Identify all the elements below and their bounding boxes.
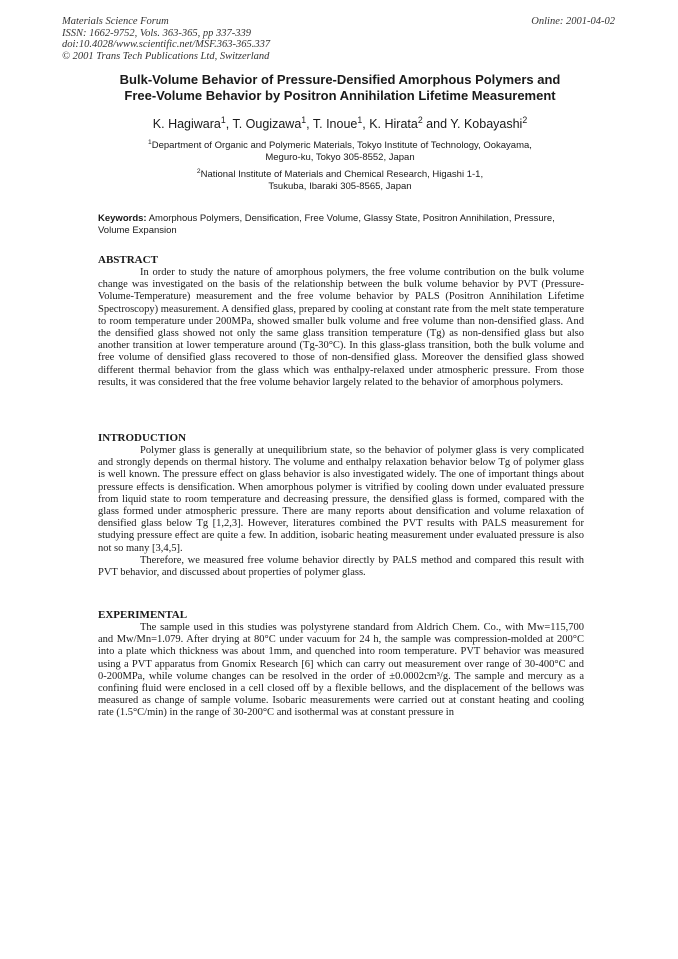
section-heading: INTRODUCTION: [98, 432, 187, 444]
title-line: Free-Volume Behavior by Positron Annihilation Lifetime Measurement: [124, 88, 556, 103]
section-heading: EXPERIMENTAL: [98, 609, 188, 621]
introduction-section: [98, 432, 584, 579]
journal-name: Materials Science Forum: [62, 16, 169, 27]
paragraph: The sample used in this studies was polystyrene standard from Aldrich Chem. Co., with Mw=115,700 and Mw/Mn=1.079. After drying at 80°C under vacuum for 24 h, the sample was compression-molded at 200°C into a plate which thickness was about 1mm, and quenched into room temperature. PVT behavior was measured using a PVT apparatus from Gnomix Research [6] which can carry out measurement over range of 30-400°C and 0-200MPa, while volume changes can be resolved in the order of ±0.0002cm³/g. The sample and mercury as a confining fluid were enclosed in a cell closed off by a flexible bellows, and the displacement of the bellows was measured as change of sample volume. Isobaric measurements were carried out at constant heating and cooling rate (1.5°C/min) in the range of 30-200°C and isothermal was at constant pressure in: [98, 622, 584, 719]
experimental-section: [98, 609, 584, 720]
affiliation-line: Meguro-ku, Tokyo 305-8552, Japan: [265, 152, 415, 163]
doi-line: doi:10.4028/www.scientific.net/MSF.363-365.337: [62, 39, 271, 50]
journal-info: [62, 16, 270, 62]
keywords: [98, 213, 584, 237]
affiliation-number: 2: [196, 167, 201, 175]
title-line: Bulk-Volume Behavior of Pressure-Densified Amorphous Polymers and: [119, 72, 561, 87]
author-name: Y. Kobayashi: [450, 117, 523, 131]
copyright-line: © 2001 Trans Tech Publications Ltd, Switzerland: [62, 50, 270, 62]
affiliation: [100, 169, 580, 193]
abstract-section: [98, 254, 584, 389]
issn-line: ISSN: 1662-9752, Vols. 363-365, pp 337-339: [62, 27, 251, 39]
author-list: K. Hagiwara$^1$, T. Ougizawa$^1$, T. Inoue$^1$, K. Hirata$^2$ and Y. Kobayashi$^2$: [152, 114, 528, 131]
affiliation-number: 1: [148, 138, 152, 146]
author-affiliation-mark: 2: [417, 114, 423, 125]
author-name: K. Hagiwara: [152, 117, 221, 131]
keywords-text: Amorphous Polymers, Densification, Free Volume, Glassy State, Positron Annihilation, Pressure, Volume Expansion: [98, 213, 555, 236]
paragraph: Polymer glass is generally at unequilibrium state, so the behavior of polymer glass is very complicated and strongly depends on thermal history. The volume and enthalpy relaxation behavior below Tg of polymer glass is well known. The pressure effect on glass behavior is also investigated widely. The one of important things about pressure effects is densification. When amorphous polymer is vitrified by cooling down under evaluated pressure from liquid state to room temperature and decreasing pressure, the densified glass is formed, compared with the glass formed under atmospheric pressure. There are many reports about densification and volume relaxation of densified glass below Tg [1,2,3]. However, literatures combined the PVT results with PALS measurement for studying pressure effect are quite a few. In addition, isobaric heating measurement under evaluated pressure is also not so many [3,4,5].: [98, 445, 584, 554]
author-name: K. Hirata: [369, 117, 418, 131]
paragraph: In order to study the nature of amorphous polymers, the free volume contribution on the bulk volume change was investigated on the basis of the relationship between the bulk volume behavior by PVT (Pressure-Volume-Temperature) measurement and the free volume behavior by PALS (Positron Annihilation Lifetime Spectroscopy) measurement. A densified glass, prepared by cooling at constant rate from the melt state temperature to room temperature under 200MPa, showed smaller bulk volume and free volume than non-densified glass. And the densified glass showed not only the same glass transition temperature (Tg) as non-densified glass but also another transition at lower temperature around (Tg-30°C). In this glass-glass transition, both the bulk volume and free volume of densified glass recovered to those of non-densified glass. Moreover the densified glass showed different thermal behavior from the glass which was enthalpy-relaxed under atmospheric pressure. From those results, it was considered that the free volume behavior largely related to the behavior of amorphous polymers.: [98, 267, 584, 388]
keywords-label: Keywords:: [98, 213, 147, 224]
affiliation: [100, 140, 580, 164]
section-heading: ABSTRACT: [98, 254, 158, 266]
affiliation-line: National Institute of Materials and Chemical Research, Higashi 1-1,: [200, 169, 484, 180]
author-affiliation-mark: 1: [357, 114, 363, 125]
online-date: Online: 2001-04-02: [531, 16, 615, 27]
author-affiliation-mark: 1: [301, 114, 307, 125]
paper-title: [80, 72, 600, 104]
author-name: T. Inoue: [312, 117, 358, 131]
author-affiliation-mark: 2: [522, 114, 528, 125]
affiliation-line: Tsukuba, Ibaraki 305-8565, Japan: [268, 181, 412, 192]
affiliation-line: Department of Organic and Polymeric Materials, Tokyo Institute of Technology, Ookayama,: [151, 140, 532, 151]
author-name: T. Ougizawa: [232, 117, 302, 131]
paragraph: Therefore, we measured free volume behavior directly by PALS method and compared this result with PVT behavior, and discussed about properties of polymer glass.: [98, 554, 584, 579]
author-affiliation-mark: 1: [220, 114, 226, 125]
